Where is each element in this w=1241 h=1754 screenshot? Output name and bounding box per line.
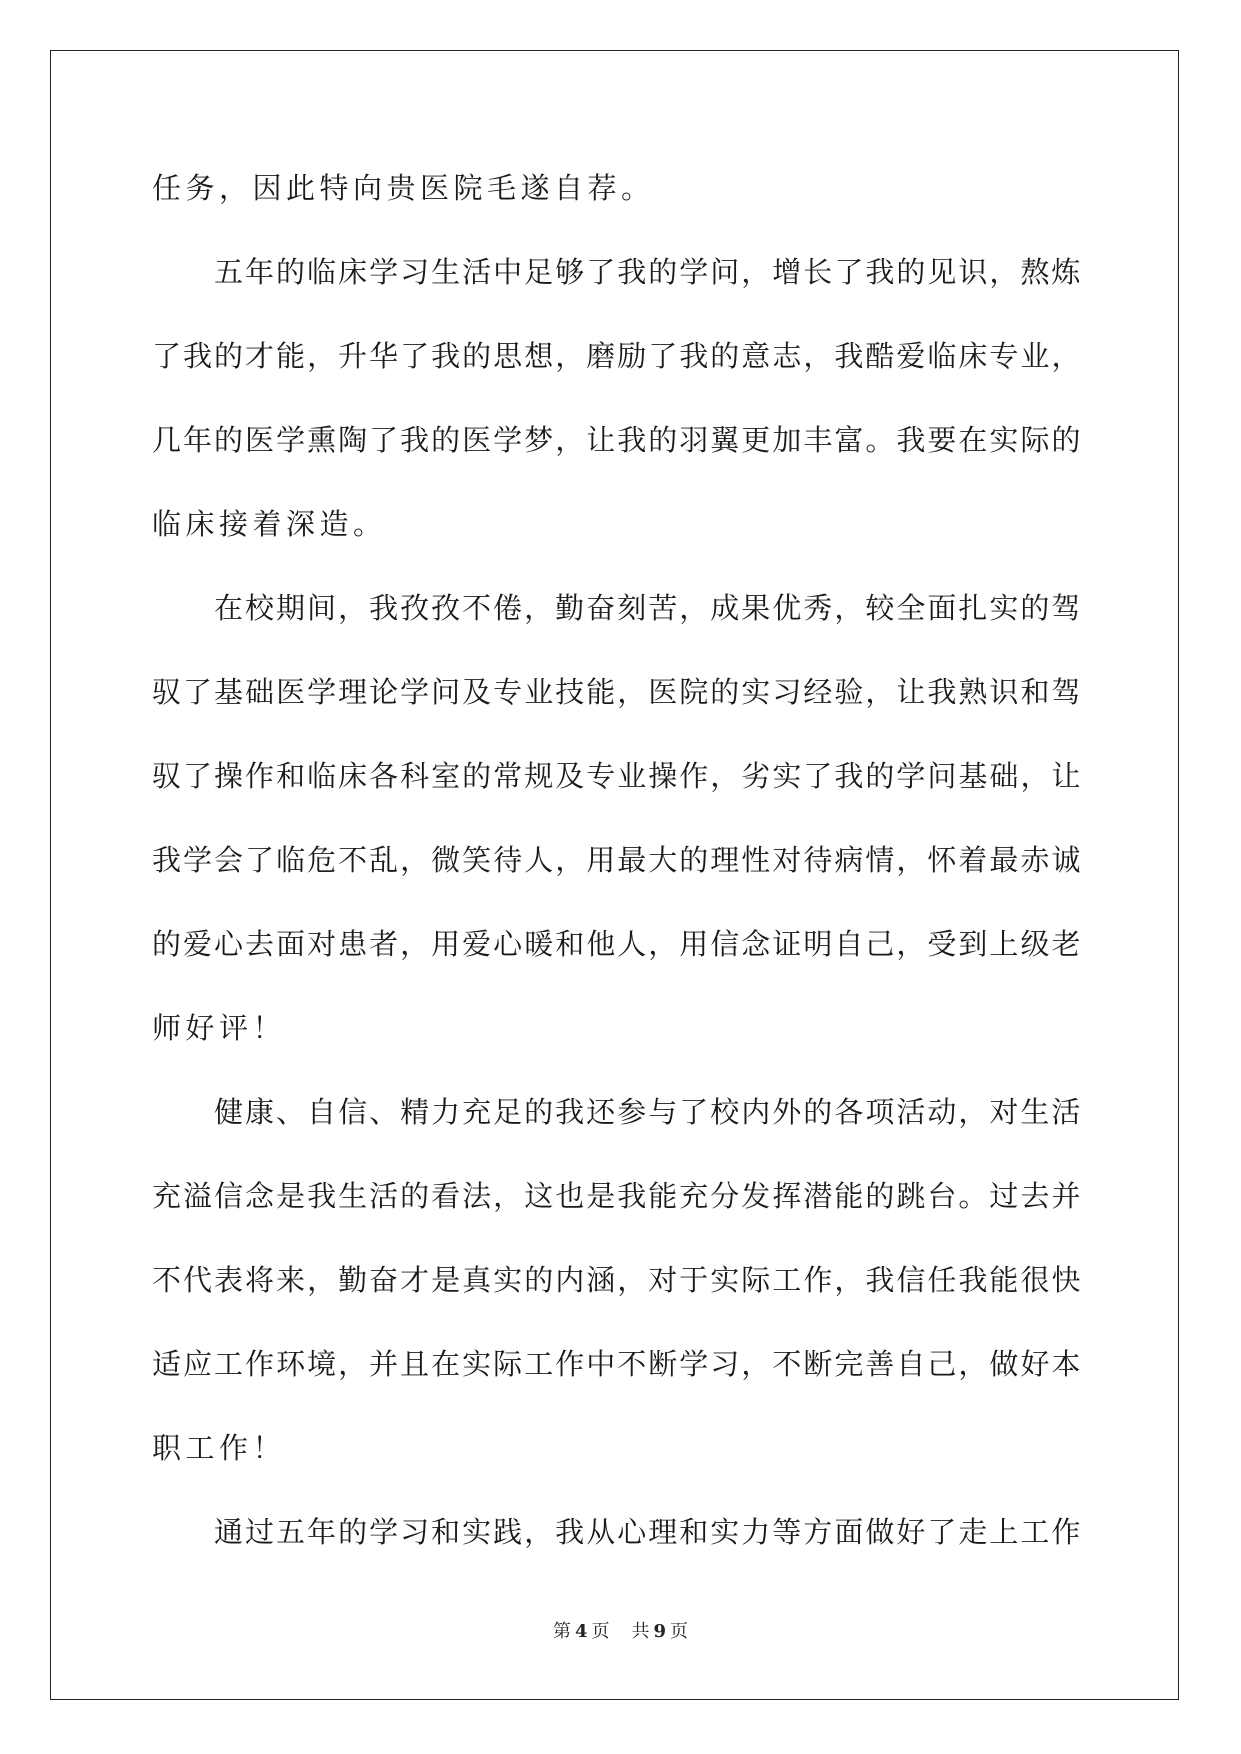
paragraph — [152, 244, 1082, 580]
text-line: 通 过 五 年 的 学 习 和 实 践 ， 我 从 心 理 和 实 力 等 方 面 做 好 了 走 上 工 作 — [214, 1515, 1082, 1549]
paragraph — [152, 160, 1082, 244]
document-body — [152, 160, 1082, 1588]
text-line: 师好评！ — [152, 1011, 287, 1045]
text-line: 充 溢 信 念 是 我 生 活 的 看 法 ， 这 也 是 我 能 充 分 发 挥 潜 能 的 跳 台 。 过 去 并 — [152, 1179, 1082, 1213]
paragraph — [152, 1084, 1082, 1504]
text-line: 五 年 的 临 床 学 习 生 活 中 足 够 了 我 的 学 问 ， 增 长 了 我 的 见 识 ， 熬 炼 — [214, 255, 1082, 289]
text-line: 任务，因此特向贵医院毛遂自荐。 — [152, 171, 655, 205]
footer-page-number: 4 — [574, 1621, 588, 1642]
footer-page-suffix: 页 — [591, 1621, 610, 1642]
paragraph — [152, 1504, 1082, 1588]
footer-total-prefix: 共 — [631, 1621, 650, 1642]
footer-total-suffix: 页 — [670, 1621, 689, 1642]
paragraph — [152, 580, 1082, 1084]
text-line: 驭 了 基 础 医 学 理 论 学 问 及 专 业 技 能 ， 医 院 的 实 习 经 验 ， 让 我 熟 识 和 驾 — [152, 675, 1082, 709]
text-line: 我 学 会 了 临 危 不 乱 ， 微 笑 待 人 ， 用 最 大 的 理 性 对 待 病 情 ， 怀 着 最 赤 诚 — [152, 843, 1082, 877]
text-line: 的 爱 心 去 面 对 患 者 ， 用 爱 心 暖 和 他 人 ， 用 信 念 证 明 自 己 ， 受 到 上 级 老 — [152, 927, 1082, 961]
footer-page-prefix: 第 — [552, 1621, 571, 1642]
page-footer — [0, 1617, 1241, 1643]
footer-total-pages: 9 — [653, 1621, 667, 1642]
text-line: 适 应 工 作 环 境 ， 并 且 在 实 际 工 作 中 不 断 学 习 ， 不 断 完 善 自 己 ， 做 好 本 — [152, 1347, 1082, 1381]
text-line: 不 代 表 将 来 ， 勤 奋 才 是 真 实 的 内 涵 ， 对 于 实 际 工 作 ， 我 信 任 我 能 很 快 — [152, 1263, 1082, 1297]
text-line: 临床接着深造。 — [152, 507, 387, 541]
text-line: 了 我 的 才 能 ， 升 华 了 我 的 思 想 ， 磨 励 了 我 的 意 志 ， 我 酷 爱 临 床 专 业 ， — [152, 339, 1082, 373]
text-line: 几 年 的 医 学 熏 陶 了 我 的 医 学 梦 ， 让 我 的 羽 翼 更 加 丰 富 。 我 要 在 实 际 的 — [152, 423, 1082, 457]
text-line: 职工作！ — [152, 1431, 287, 1465]
text-line: 在 校 期 间 ， 我 孜 孜 不 倦 ， 勤 奋 刻 苦 ， 成 果 优 秀 ， 较 全 面 扎 实 的 驾 — [214, 591, 1082, 625]
text-line: 健 康 、 自 信 、 精 力 充 足 的 我 还 参 与 了 校 内 外 的 各 项 活 动 ， 对 生 活 — [214, 1095, 1082, 1129]
text-line: 驭 了 操 作 和 临 床 各 科 室 的 常 规 及 专 业 操 作 ， 劣 实 了 我 的 学 问 基 础 ， 让 — [152, 759, 1082, 793]
